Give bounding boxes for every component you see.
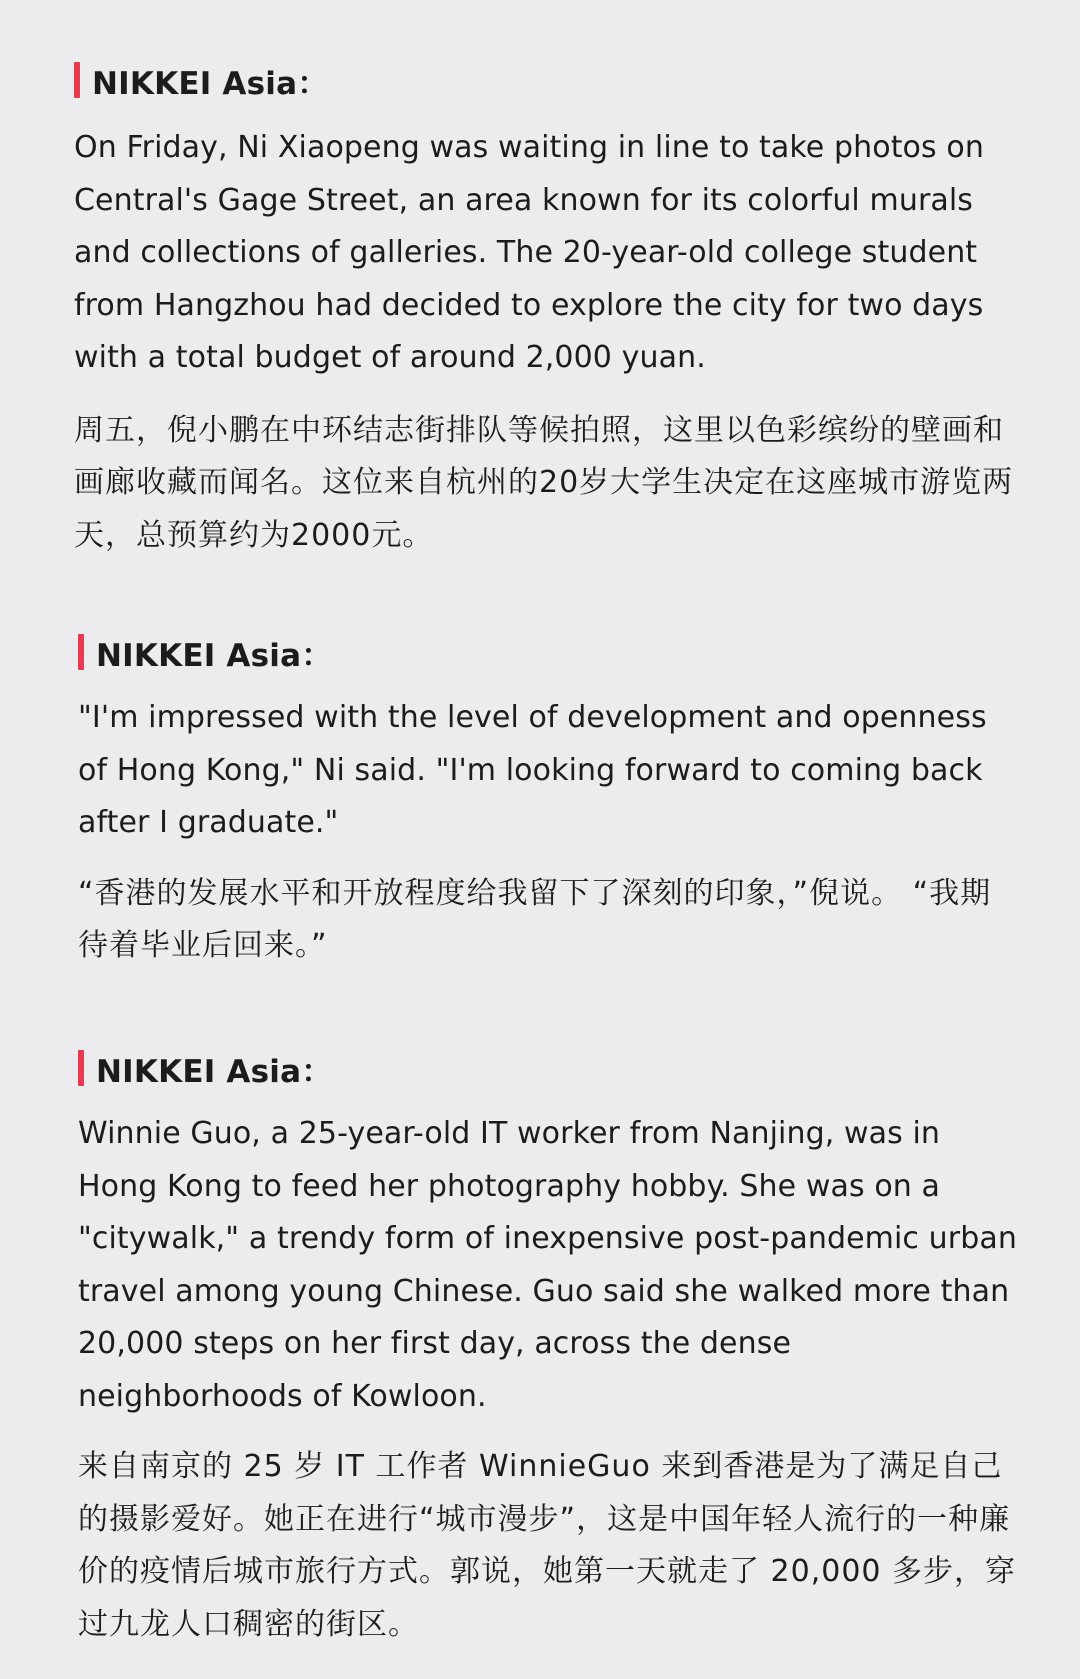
english-paragraph: On Friday, Ni Xiaopeng was waiting in line to take photos on Central's Gage Street, an area known for its colorful murals and collections of galleries. The 20-year-old college student from Hangzhou had decided to explore the city for two days with a total budget of around 2,000 yuan. [74, 130, 984, 375]
chinese-paragraph: “香港的发展水平和开放程度给我留下了深刻的印象，”倪说。 “我期待着毕业后回来。” [78, 875, 992, 963]
section-heading [74, 58, 1014, 102]
accent-bar [78, 1050, 84, 1086]
section-heading [78, 630, 1018, 674]
english-paragraph: "I'm impressed with the level of development and openness of Hong Kong," Ni said. "I'm looking forward to coming back after I graduate." [78, 700, 987, 840]
accent-bar [78, 634, 84, 670]
source-label: NIKKEI Asia： [92, 65, 329, 102]
source-label: NIKKEI Asia： [96, 637, 333, 674]
section-heading [78, 1046, 1018, 1090]
article-section-2 [78, 630, 1018, 973]
chinese-paragraph: 来自南京的 25 岁 IT 工作者 WinnieGuo 来到香港是为了满足自己的摄影爱好。她正在进行“城市漫步”，这是中国年轻人流行的一种廉价的疫情后城市旅行方式。郭说，她第一天就走了 20,000 多步，穿过九龙人口稠密的街区。 [78, 1449, 1017, 1642]
chinese-paragraph: 周五，倪小鹏在中环结志街排队等候拍照，这里以色彩缤纷的壁画和画廊收藏而闻名。这位来自杭州的20岁大学生决定在这座城市游览两天，总预算约为2000元。 [74, 412, 1014, 553]
article-section-3 [78, 1046, 1018, 1651]
english-paragraph: Winnie Guo, a 25-year-old IT worker from Nanjing, was in Hong Kong to feed her photography hobby. She was on a "citywalk," a trendy form of inexpensive post-pandemic urban travel among young Chinese. Guo said she walked more than 20,000 steps on her first day, across the dense neighborhoods of Kowloon. [78, 1116, 1017, 1414]
accent-bar [74, 62, 80, 98]
article-section-1 [74, 58, 1014, 562]
source-label: NIKKEI Asia： [96, 1053, 333, 1090]
